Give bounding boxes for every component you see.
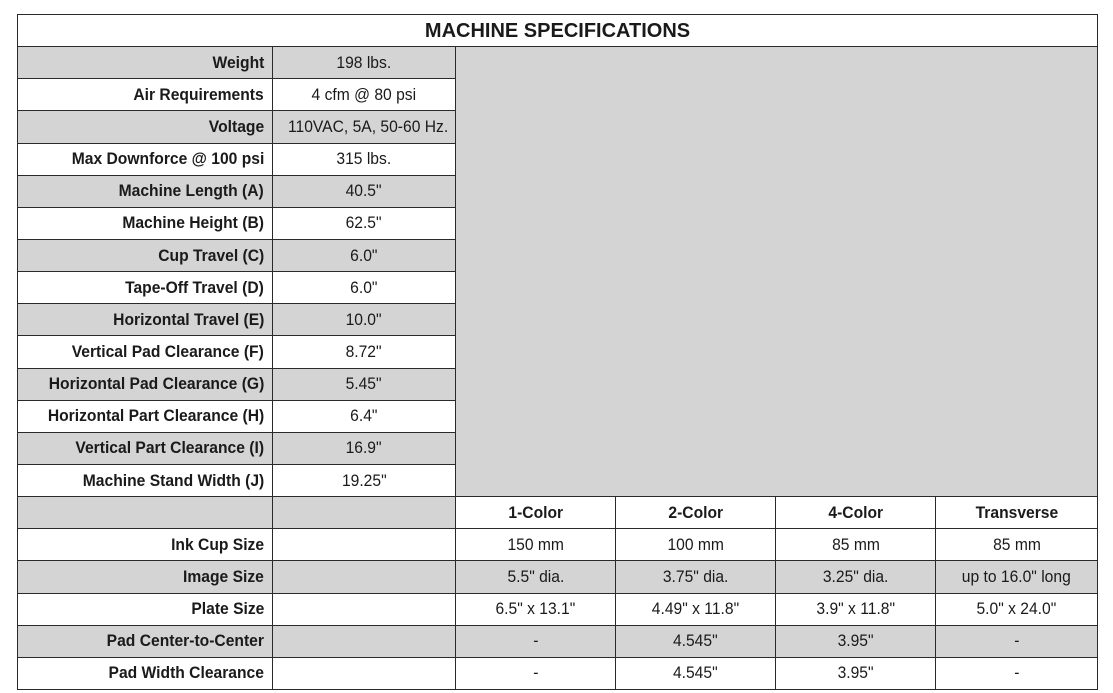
column-header-text: 1-Color xyxy=(508,502,563,522)
spec-value-text: 315 lbs. xyxy=(336,149,392,169)
color-spec-label-text: Pad Width Clearance xyxy=(108,663,264,683)
color-spec-label-text: Plate Size xyxy=(190,599,264,619)
color-spec-value-text: 3.95" xyxy=(837,663,874,683)
color-spec-row xyxy=(18,657,1098,689)
color-spec-value-text: - xyxy=(1013,631,1020,651)
spec-label-text: Weight xyxy=(212,52,264,72)
spec-row xyxy=(18,47,1098,79)
spec-value xyxy=(273,368,456,400)
column-header-text: 2-Color xyxy=(668,502,723,522)
column-header xyxy=(776,497,936,529)
spec-value xyxy=(273,239,456,271)
spec-value-text: 10.0" xyxy=(346,309,382,329)
spec-label-text: Horizontal Part Clearance (H) xyxy=(47,406,264,426)
color-spec-value-text: 3.9" x 11.8" xyxy=(816,599,895,619)
spec-value-text: 62.5" xyxy=(346,213,382,233)
color-spec-value-text: 4.49" x 11.8" xyxy=(651,599,740,619)
spec-value-text: 6.0" xyxy=(350,277,378,297)
spec-value-text: 6.0" xyxy=(350,245,378,265)
color-spec-value xyxy=(616,625,776,657)
color-spec-value xyxy=(776,593,936,625)
color-spec-value-text: - xyxy=(532,663,539,683)
spec-label xyxy=(18,464,273,496)
color-spec-label-text: Ink Cup Size xyxy=(171,534,264,554)
color-spec-blank xyxy=(273,657,456,689)
header-blank-label xyxy=(18,497,273,529)
spec-label-text: Cup Travel (C) xyxy=(157,245,264,265)
spec-value xyxy=(273,336,456,368)
spec-label-text: Machine Length (A) xyxy=(118,181,264,201)
spec-label xyxy=(18,79,273,111)
spec-label-text: Tape-Off Travel (D) xyxy=(125,277,264,297)
spec-label xyxy=(18,432,273,464)
color-spec-value xyxy=(776,657,936,689)
header-blank-value xyxy=(273,497,456,529)
color-spec-value-text: 5.0" x 24.0" xyxy=(976,599,1057,619)
color-spec-value-text: 4.545" xyxy=(673,663,718,683)
spec-label-text: Vertical Part Clearance (I) xyxy=(75,438,264,458)
machine-specifications-table xyxy=(17,14,1098,690)
color-spec-row xyxy=(18,561,1098,593)
column-header xyxy=(936,497,1098,529)
spec-label xyxy=(18,368,273,400)
spec-value xyxy=(273,400,456,432)
color-spec-value-text: 3.25" dia. xyxy=(822,566,889,586)
color-spec-label xyxy=(18,625,273,657)
spec-value-text: 6.4" xyxy=(350,406,378,426)
color-spec-value xyxy=(616,657,776,689)
column-header-text: 4-Color xyxy=(828,502,883,522)
spec-value xyxy=(273,111,456,143)
color-spec-value xyxy=(456,561,616,593)
color-spec-row xyxy=(18,593,1098,625)
spec-value-text: 4 cfm @ 80 psi xyxy=(311,84,417,104)
column-header xyxy=(616,497,776,529)
color-spec-label xyxy=(18,561,273,593)
color-spec-value-text: 5.5" dia. xyxy=(507,566,564,586)
spec-label xyxy=(18,175,273,207)
color-spec-blank xyxy=(273,529,456,561)
spec-value xyxy=(273,79,456,111)
spec-value-text: 40.5" xyxy=(346,181,382,201)
color-spec-value-text: 6.5" x 13.1" xyxy=(495,599,576,619)
column-header xyxy=(456,497,616,529)
color-spec-value xyxy=(456,529,616,561)
spec-value xyxy=(273,432,456,464)
color-header-row xyxy=(18,497,1098,529)
spec-label-text: Machine Stand Width (J) xyxy=(82,470,264,490)
spec-label-text: Vertical Pad Clearance (F) xyxy=(71,341,264,361)
color-spec-value xyxy=(776,625,936,657)
color-spec-value-text: 150 mm xyxy=(507,534,564,554)
spec-label xyxy=(18,47,273,79)
spec-value xyxy=(273,207,456,239)
spec-value xyxy=(273,47,456,79)
spec-label-text: Horizontal Pad Clearance (G) xyxy=(48,374,264,394)
spec-value-text: 198 lbs. xyxy=(336,52,392,72)
spec-value-text: 16.9" xyxy=(346,438,382,458)
color-spec-value xyxy=(616,593,776,625)
spec-value-text: 8.72" xyxy=(346,341,382,361)
spec-value-text: 110VAC, 5A, 50-60 Hz. xyxy=(287,116,449,136)
color-spec-value xyxy=(936,657,1098,689)
color-spec-value xyxy=(936,625,1098,657)
spec-value xyxy=(273,272,456,304)
spec-value xyxy=(273,175,456,207)
color-spec-value xyxy=(776,529,936,561)
color-spec-value-text: up to 16.0" long xyxy=(961,566,1072,586)
color-spec-value-text: 85 mm xyxy=(831,534,880,554)
color-spec-row xyxy=(18,529,1098,561)
spec-label xyxy=(18,336,273,368)
color-spec-value xyxy=(936,593,1098,625)
color-spec-row xyxy=(18,625,1098,657)
color-spec-blank xyxy=(273,561,456,593)
color-spec-blank xyxy=(273,625,456,657)
color-spec-value xyxy=(456,593,616,625)
color-spec-value xyxy=(456,625,616,657)
color-spec-value-text: 3.75" dia. xyxy=(662,566,729,586)
spec-value-text: 5.45" xyxy=(346,374,382,394)
spec-label xyxy=(18,304,273,336)
spec-label xyxy=(18,400,273,432)
color-spec-value xyxy=(936,561,1098,593)
blank-shaded-area xyxy=(456,47,1098,497)
color-spec-value xyxy=(936,529,1098,561)
spec-label-text: Machine Height (B) xyxy=(122,213,264,233)
color-spec-value xyxy=(616,529,776,561)
color-spec-value-text: 4.545" xyxy=(673,631,718,651)
spec-label-text: Voltage xyxy=(208,116,264,136)
spec-label xyxy=(18,207,273,239)
spec-value xyxy=(273,143,456,175)
color-spec-value-text: 100 mm xyxy=(667,534,724,554)
column-header-text: Transverse xyxy=(975,502,1058,522)
spec-label xyxy=(18,272,273,304)
color-spec-value xyxy=(456,657,616,689)
color-spec-value-text: - xyxy=(1013,663,1020,683)
spec-label-text: Horizontal Travel (E) xyxy=(112,309,264,329)
color-spec-label xyxy=(18,529,273,561)
spec-label xyxy=(18,111,273,143)
color-spec-label xyxy=(18,593,273,625)
color-spec-value xyxy=(616,561,776,593)
spec-label-text: Max Downforce @ 100 psi xyxy=(71,149,264,169)
spec-label xyxy=(18,143,273,175)
spec-value xyxy=(273,464,456,496)
color-spec-value-text: 85 mm xyxy=(992,534,1041,554)
spec-value xyxy=(273,304,456,336)
color-spec-value-text: - xyxy=(532,631,539,651)
color-spec-label xyxy=(18,657,273,689)
spec-value-text: 19.25" xyxy=(341,470,387,490)
color-spec-label-text: Pad Center-to-Center xyxy=(106,631,264,651)
color-spec-value xyxy=(776,561,936,593)
color-spec-label-text: Image Size xyxy=(183,566,264,586)
color-spec-blank xyxy=(273,593,456,625)
spec-label xyxy=(18,239,273,271)
title-row xyxy=(18,15,1098,47)
color-spec-value-text: 3.95" xyxy=(837,631,874,651)
table-title: MACHINE SPECIFICATIONS xyxy=(18,15,1098,47)
spec-label-text: Air Requirements xyxy=(133,84,264,104)
